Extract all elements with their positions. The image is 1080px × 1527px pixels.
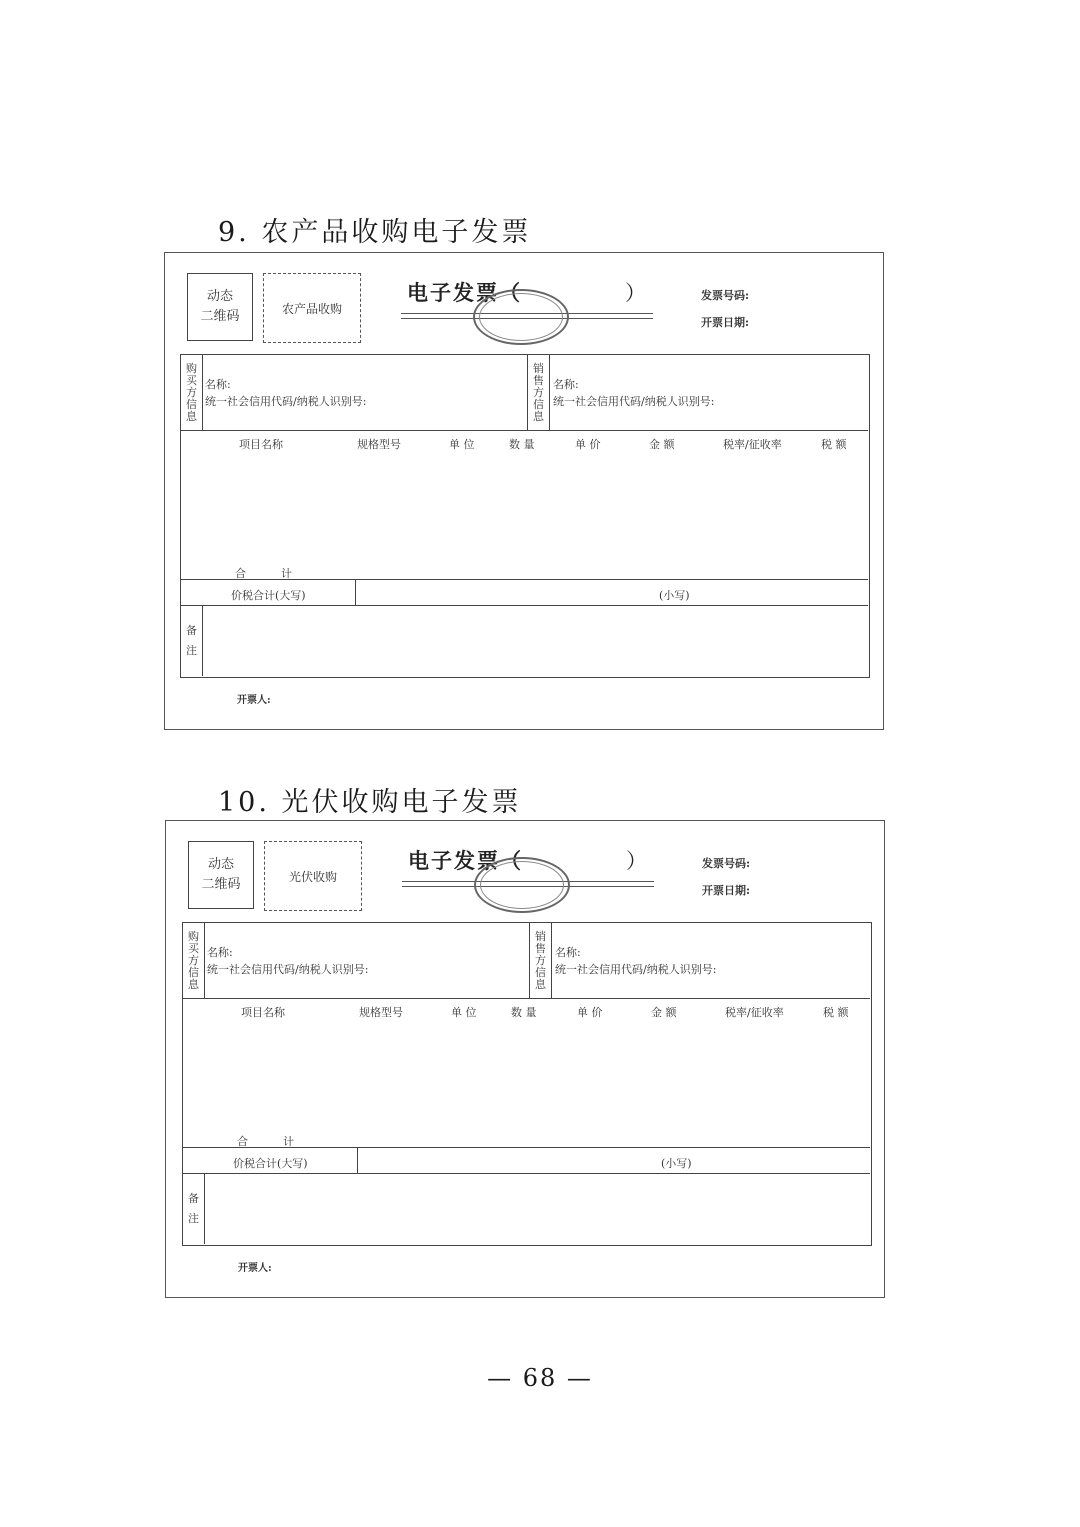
column-header: 规格型号 <box>359 1006 403 1019</box>
invoice-title: 电子发票（ <box>407 280 522 305</box>
seller-info-label: 销 售 方 信 息 <box>530 923 552 998</box>
tax-seal-inner-ring <box>479 293 563 341</box>
total-divider <box>183 1147 870 1148</box>
buyer-name-label: 名称: <box>207 946 233 959</box>
seller-name-label: 名称: <box>555 946 581 959</box>
buyer-name-label: 名称: <box>205 378 231 391</box>
invoice-date-label: 开票日期: <box>702 884 751 897</box>
column-header: 数 量 <box>511 1006 537 1019</box>
buyer-tax-id-label: 统一社会信用代码/纳税人识别号: <box>207 963 369 976</box>
buyer-info-label: 购 买 方 信 息 <box>183 923 205 998</box>
seller-name-label: 名称: <box>553 378 579 391</box>
section-heading: 9. 农产品收购电子发票 <box>218 217 532 248</box>
column-header: 税 额 <box>823 1006 849 1019</box>
total-cell-divider <box>357 1147 358 1173</box>
drawer-label: 开票人: <box>237 695 271 706</box>
seller-tax-id-label: 统一社会信用代码/纳税人识别号: <box>555 963 717 976</box>
remarks-label: 备 注 <box>183 1174 205 1244</box>
column-header: 税率/征收率 <box>723 438 782 451</box>
buyer-info-label: 购 买 方 信 息 <box>181 355 203 430</box>
section-heading: 10. 光伏收购电子发票 <box>218 787 522 818</box>
invoice-number-label: 发票号码: <box>701 289 750 302</box>
party-row <box>181 355 868 431</box>
qr-label-line1: 动态 <box>207 857 234 872</box>
column-header: 单 价 <box>575 438 601 451</box>
invoice-type-label: 农产品收购 <box>263 273 361 343</box>
invoice-title-close: ） <box>626 849 647 873</box>
invoice-type-label: 光伏收购 <box>264 841 362 911</box>
total-label: 合 计 <box>237 1135 294 1148</box>
total-cell-divider <box>355 579 356 605</box>
qr-code-placeholder <box>188 841 254 909</box>
seller-info-label: 销 售 方 信 息 <box>528 355 550 430</box>
invoice-title-close: ） <box>625 281 646 305</box>
invoice-title: 电子发票（ <box>408 848 523 873</box>
buyer-tax-id-label: 统一社会信用代码/纳税人识别号: <box>205 395 367 408</box>
seller-tax-id-label: 统一社会信用代码/纳税人识别号: <box>553 395 715 408</box>
remarks-label: 备 注 <box>181 606 203 676</box>
invoice-grid <box>180 354 870 678</box>
column-header: 单 价 <box>577 1006 603 1019</box>
total-in-figures-label: (小写) <box>661 1157 692 1170</box>
qr-label-line2: 二维码 <box>201 877 241 892</box>
invoice-number-label: 发票号码: <box>702 857 751 870</box>
column-header: 税 额 <box>821 438 847 451</box>
qr-label-line2: 二维码 <box>200 309 240 324</box>
remarks-divider <box>181 605 868 606</box>
column-header: 规格型号 <box>357 438 401 451</box>
column-header: 数 量 <box>509 438 535 451</box>
column-header: 项目名称 <box>241 1006 285 1019</box>
total-divider <box>181 579 868 580</box>
invoice-grid <box>182 922 872 1246</box>
column-header: 税率/征收率 <box>725 1006 784 1019</box>
tax-seal-inner-ring <box>480 861 564 909</box>
drawer-label: 开票人: <box>238 1263 272 1274</box>
invoice-form <box>165 820 885 1298</box>
qr-label-line1: 动态 <box>206 289 233 304</box>
page-number: — 68 — <box>487 1364 593 1392</box>
invoice-form <box>164 252 884 730</box>
column-header: 项目名称 <box>239 438 283 451</box>
column-header: 金 额 <box>649 438 675 451</box>
column-header: 单 位 <box>451 1006 477 1019</box>
total-in-figures-label: (小写) <box>659 589 690 602</box>
party-row <box>183 923 870 999</box>
column-header: 单 位 <box>449 438 475 451</box>
total-label: 合 计 <box>235 567 292 580</box>
column-header: 金 额 <box>651 1006 677 1019</box>
qr-code-placeholder <box>187 273 253 341</box>
invoice-date-label: 开票日期: <box>701 316 750 329</box>
total-in-words-label: 价税合计(大写) <box>233 1157 308 1170</box>
total-in-words-label: 价税合计(大写) <box>231 589 306 602</box>
remarks-divider <box>183 1173 870 1174</box>
